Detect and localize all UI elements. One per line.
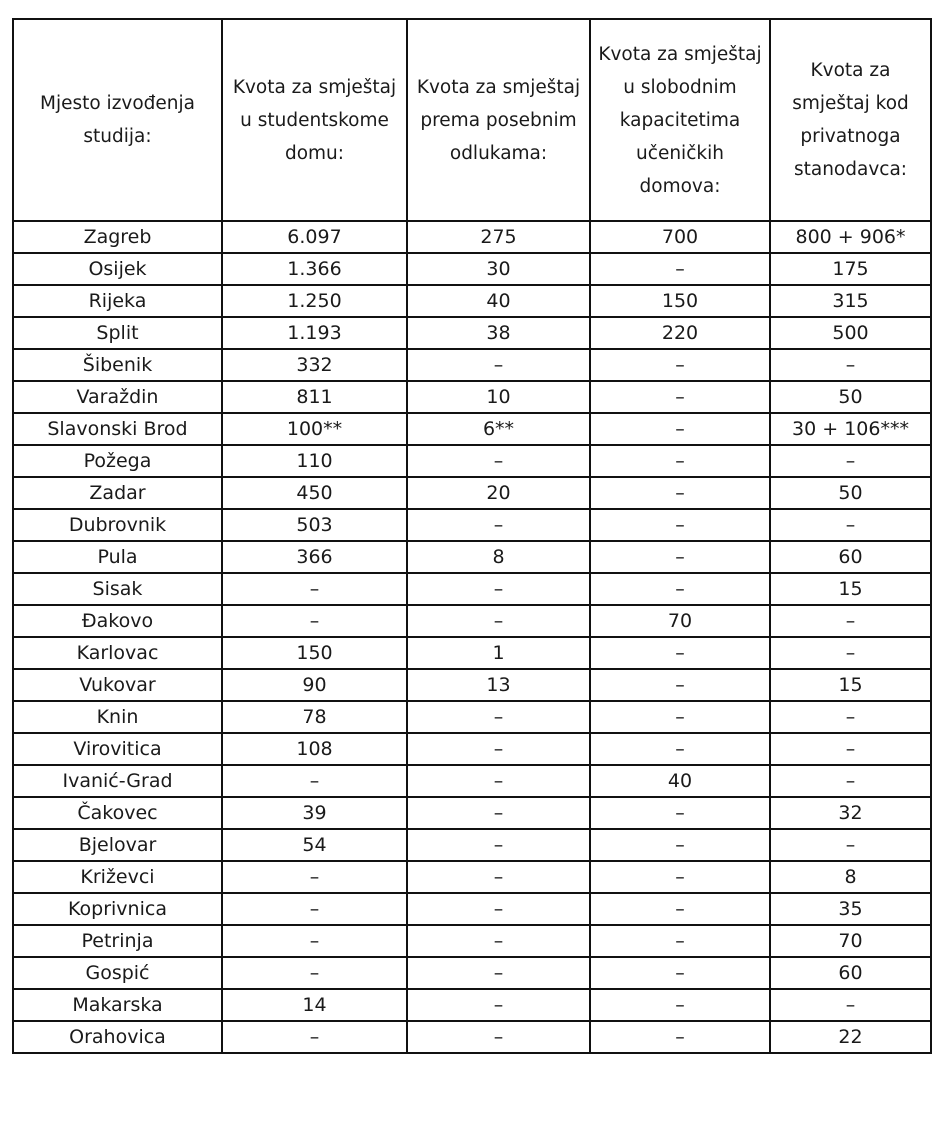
cell-location: Čakovec — [13, 797, 222, 829]
cell-pupil-dorm: – — [590, 637, 770, 669]
cell-location: Slavonski Brod — [13, 413, 222, 445]
cell-special-decision: – — [407, 445, 590, 477]
cell-student-dorm: 1.193 — [222, 317, 407, 349]
table-header — [13, 19, 931, 221]
cell-private-landlord: 315 — [770, 285, 931, 317]
cell-pupil-dorm: – — [590, 701, 770, 733]
table-row — [13, 605, 931, 637]
cell-private-landlord: – — [770, 829, 931, 861]
table-row — [13, 989, 931, 1021]
cell-student-dorm: 366 — [222, 541, 407, 573]
cell-special-decision: – — [407, 573, 590, 605]
cell-special-decision: 20 — [407, 477, 590, 509]
cell-special-decision: 13 — [407, 669, 590, 701]
cell-special-decision: – — [407, 605, 590, 637]
cell-location: Zagreb — [13, 221, 222, 253]
cell-location: Križevci — [13, 861, 222, 893]
cell-student-dorm: 450 — [222, 477, 407, 509]
cell-student-dorm: – — [222, 893, 407, 925]
cell-private-landlord: 500 — [770, 317, 931, 349]
cell-student-dorm: 54 — [222, 829, 407, 861]
cell-student-dorm: – — [222, 1021, 407, 1053]
cell-student-dorm: 78 — [222, 701, 407, 733]
cell-pupil-dorm: – — [590, 829, 770, 861]
table-row — [13, 381, 931, 413]
cell-student-dorm: 14 — [222, 989, 407, 1021]
header-special-decision-quota: Kvota za smještaj prema posebnim odlukama: — [407, 19, 590, 221]
cell-special-decision: 40 — [407, 285, 590, 317]
cell-special-decision: – — [407, 1021, 590, 1053]
cell-location: Virovitica — [13, 733, 222, 765]
cell-pupil-dorm: – — [590, 573, 770, 605]
cell-special-decision: – — [407, 861, 590, 893]
cell-private-landlord: – — [770, 637, 931, 669]
cell-student-dorm: 90 — [222, 669, 407, 701]
cell-student-dorm: 100** — [222, 413, 407, 445]
cell-student-dorm: 150 — [222, 637, 407, 669]
cell-private-landlord: 60 — [770, 541, 931, 573]
cell-pupil-dorm: – — [590, 445, 770, 477]
cell-student-dorm: 1.250 — [222, 285, 407, 317]
cell-pupil-dorm: – — [590, 381, 770, 413]
table-row — [13, 925, 931, 957]
cell-special-decision: 6** — [407, 413, 590, 445]
cell-private-landlord: 15 — [770, 573, 931, 605]
cell-private-landlord: – — [770, 349, 931, 381]
header-student-dorm-quota: Kvota za smještaj u studentskome domu: — [222, 19, 407, 221]
table-row — [13, 317, 931, 349]
cell-private-landlord: 60 — [770, 957, 931, 989]
cell-pupil-dorm: – — [590, 957, 770, 989]
cell-special-decision: – — [407, 509, 590, 541]
cell-location: Sisak — [13, 573, 222, 605]
cell-pupil-dorm: – — [590, 477, 770, 509]
cell-private-landlord: 50 — [770, 381, 931, 413]
cell-student-dorm: 811 — [222, 381, 407, 413]
cell-location: Šibenik — [13, 349, 222, 381]
table-row — [13, 541, 931, 573]
cell-private-landlord: 175 — [770, 253, 931, 285]
cell-location: Đakovo — [13, 605, 222, 637]
cell-private-landlord: – — [770, 445, 931, 477]
cell-special-decision: 8 — [407, 541, 590, 573]
cell-private-landlord: 32 — [770, 797, 931, 829]
cell-private-landlord: 8 — [770, 861, 931, 893]
cell-private-landlord: – — [770, 733, 931, 765]
table-row — [13, 253, 931, 285]
cell-student-dorm: – — [222, 861, 407, 893]
cell-special-decision: – — [407, 893, 590, 925]
cell-student-dorm: – — [222, 605, 407, 637]
cell-pupil-dorm: 40 — [590, 765, 770, 797]
cell-private-landlord: – — [770, 765, 931, 797]
cell-special-decision: 275 — [407, 221, 590, 253]
cell-student-dorm: 1.366 — [222, 253, 407, 285]
table-row — [13, 413, 931, 445]
cell-student-dorm: 503 — [222, 509, 407, 541]
cell-location: Varaždin — [13, 381, 222, 413]
table-row — [13, 445, 931, 477]
cell-private-landlord: – — [770, 989, 931, 1021]
cell-pupil-dorm: 150 — [590, 285, 770, 317]
cell-pupil-dorm: – — [590, 349, 770, 381]
cell-private-landlord: 15 — [770, 669, 931, 701]
cell-location: Split — [13, 317, 222, 349]
table-row — [13, 861, 931, 893]
table-row — [13, 477, 931, 509]
cell-special-decision: – — [407, 797, 590, 829]
cell-location: Makarska — [13, 989, 222, 1021]
table-row — [13, 509, 931, 541]
table-row — [13, 637, 931, 669]
cell-location: Bjelovar — [13, 829, 222, 861]
cell-location: Dubrovnik — [13, 509, 222, 541]
cell-special-decision: – — [407, 989, 590, 1021]
cell-private-landlord: – — [770, 605, 931, 637]
header-pupil-dorm-quota: Kvota za smještaj u slobodnim kapacitetima učeničkih domova: — [590, 19, 770, 221]
cell-pupil-dorm: – — [590, 989, 770, 1021]
cell-location: Zadar — [13, 477, 222, 509]
cell-special-decision: – — [407, 925, 590, 957]
cell-private-landlord: 35 — [770, 893, 931, 925]
table-row — [13, 701, 931, 733]
cell-pupil-dorm: – — [590, 733, 770, 765]
cell-pupil-dorm: – — [590, 925, 770, 957]
cell-location: Koprivnica — [13, 893, 222, 925]
cell-student-dorm: – — [222, 765, 407, 797]
table-row — [13, 221, 931, 253]
cell-location: Karlovac — [13, 637, 222, 669]
cell-location: Knin — [13, 701, 222, 733]
cell-special-decision: 1 — [407, 637, 590, 669]
table-body — [13, 221, 931, 1053]
table-row — [13, 1021, 931, 1053]
cell-location: Gospić — [13, 957, 222, 989]
header-location: Mjesto izvođenja studija: — [13, 19, 222, 221]
header-row — [13, 19, 931, 221]
cell-student-dorm: 110 — [222, 445, 407, 477]
cell-pupil-dorm: 700 — [590, 221, 770, 253]
cell-student-dorm: – — [222, 573, 407, 605]
cell-pupil-dorm: – — [590, 509, 770, 541]
cell-special-decision: 30 — [407, 253, 590, 285]
cell-private-landlord: 50 — [770, 477, 931, 509]
cell-location: Ivanić-Grad — [13, 765, 222, 797]
cell-special-decision: – — [407, 765, 590, 797]
cell-pupil-dorm: – — [590, 541, 770, 573]
cell-special-decision: – — [407, 733, 590, 765]
cell-student-dorm: – — [222, 957, 407, 989]
cell-pupil-dorm: – — [590, 797, 770, 829]
cell-location: Osijek — [13, 253, 222, 285]
table-row — [13, 733, 931, 765]
cell-student-dorm: 39 — [222, 797, 407, 829]
cell-location: Pula — [13, 541, 222, 573]
cell-special-decision: – — [407, 701, 590, 733]
quota-table — [12, 18, 932, 1054]
table-row — [13, 349, 931, 381]
cell-special-decision: 10 — [407, 381, 590, 413]
cell-private-landlord: 70 — [770, 925, 931, 957]
cell-student-dorm: 6.097 — [222, 221, 407, 253]
table-row — [13, 765, 931, 797]
cell-pupil-dorm: – — [590, 669, 770, 701]
table-row — [13, 829, 931, 861]
cell-location: Rijeka — [13, 285, 222, 317]
cell-private-landlord: – — [770, 509, 931, 541]
cell-pupil-dorm: 220 — [590, 317, 770, 349]
cell-student-dorm: 332 — [222, 349, 407, 381]
table-row — [13, 797, 931, 829]
cell-location: Vukovar — [13, 669, 222, 701]
cell-pupil-dorm: 70 — [590, 605, 770, 637]
cell-pupil-dorm: – — [590, 413, 770, 445]
header-private-landlord-quota: Kvota za smještaj kod privatnoga stanodavca: — [770, 19, 931, 221]
cell-private-landlord: 22 — [770, 1021, 931, 1053]
cell-private-landlord: 30 + 106*** — [770, 413, 931, 445]
cell-student-dorm: – — [222, 925, 407, 957]
table-row — [13, 573, 931, 605]
cell-student-dorm: 108 — [222, 733, 407, 765]
cell-location: Orahovica — [13, 1021, 222, 1053]
table-row — [13, 285, 931, 317]
cell-special-decision: 38 — [407, 317, 590, 349]
cell-location: Petrinja — [13, 925, 222, 957]
cell-pupil-dorm: – — [590, 893, 770, 925]
table-row — [13, 957, 931, 989]
cell-special-decision: – — [407, 829, 590, 861]
cell-special-decision: – — [407, 349, 590, 381]
table-row — [13, 669, 931, 701]
cell-private-landlord: – — [770, 701, 931, 733]
cell-pupil-dorm: – — [590, 1021, 770, 1053]
table-row — [13, 893, 931, 925]
cell-pupil-dorm: – — [590, 861, 770, 893]
cell-private-landlord: 800 + 906* — [770, 221, 931, 253]
cell-special-decision: – — [407, 957, 590, 989]
cell-pupil-dorm: – — [590, 253, 770, 285]
cell-location: Požega — [13, 445, 222, 477]
